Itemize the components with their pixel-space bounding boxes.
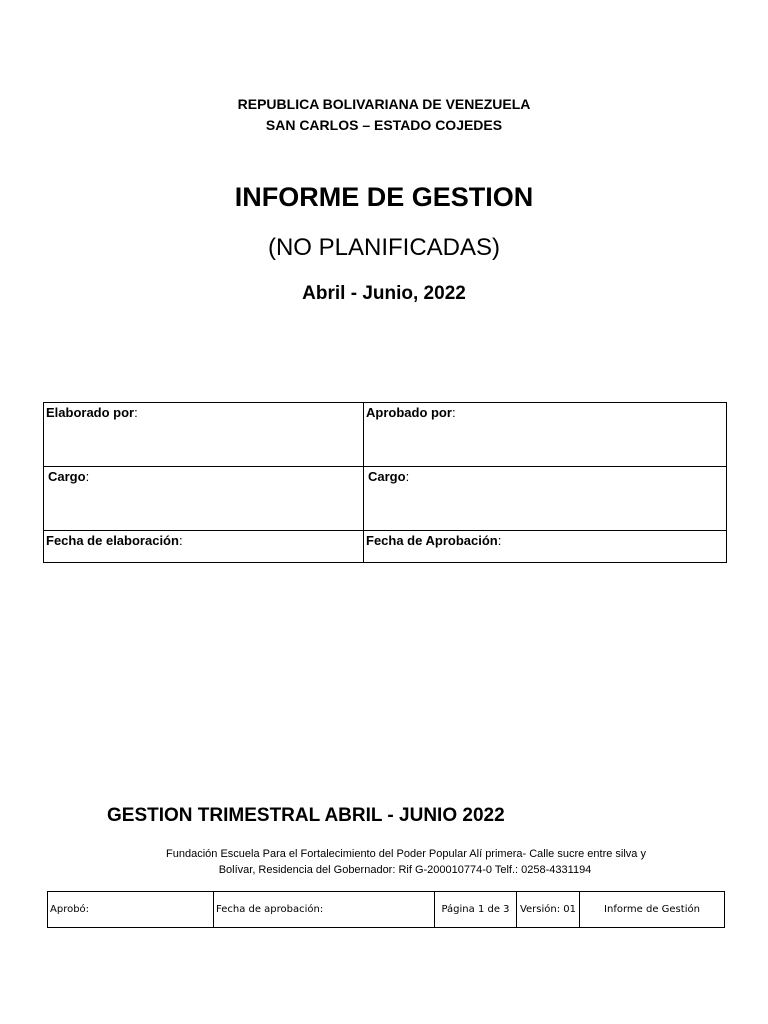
cargo-right-label: Cargo xyxy=(368,469,406,484)
address-line-1: Fundación Escuela Para el Fortalecimiento del Poder Popular Alí primera- Calle sucre entre silva y xyxy=(166,848,646,860)
aprobado-por-label: Aprobado por xyxy=(366,405,452,420)
cargo-left-label: Cargo xyxy=(48,469,86,484)
fecha-elaboracion-label: Fecha de elaboración xyxy=(46,533,179,548)
footer-informe: Informe de Gestión xyxy=(580,892,725,928)
fecha-aprobacion-cell: Fecha de Aprobación: xyxy=(364,531,727,563)
elaborado-por-label: Elaborado por xyxy=(46,405,135,420)
document-title: INFORME DE GESTION xyxy=(234,182,534,212)
cargo-left-cell: Cargo: xyxy=(44,467,364,531)
footer-fecha-aprobacion: Fecha de aprobación: xyxy=(214,892,435,928)
header-line-2: SAN CARLOS – ESTADO COJEDES xyxy=(265,117,503,133)
document-period: Abril - Junio, 2022 xyxy=(302,283,466,304)
header-line-1: REPUBLICA BOLIVARIANA DE VENEZUELA xyxy=(237,96,531,112)
elaborado-por-cell: Elaborado por: xyxy=(44,403,364,467)
footer-pagina: Página 1 de 3 xyxy=(435,892,517,928)
signature-table xyxy=(43,402,727,563)
aprobado-por-cell: Aprobado por: xyxy=(364,403,727,467)
fecha-aprobacion-label: Fecha de Aprobación xyxy=(366,533,498,548)
footer-table xyxy=(47,891,725,928)
footer-version: Versión: 01 xyxy=(517,892,580,928)
address-line-2: Bolívar, Residencia del Gobernador: Rif G-200010774-0 Telf.: 0258-4331194 xyxy=(218,864,592,876)
fecha-elaboracion-cell: Fecha de elaboración: xyxy=(44,531,364,563)
footer-aprobo: Aprobó: xyxy=(48,892,214,928)
document-subtitle: (NO PLANIFICADAS) xyxy=(267,234,501,261)
gestion-heading: GESTION TRIMESTRAL ABRIL - JUNIO 2022 xyxy=(107,805,505,826)
cargo-right-cell: Cargo: xyxy=(364,467,727,531)
